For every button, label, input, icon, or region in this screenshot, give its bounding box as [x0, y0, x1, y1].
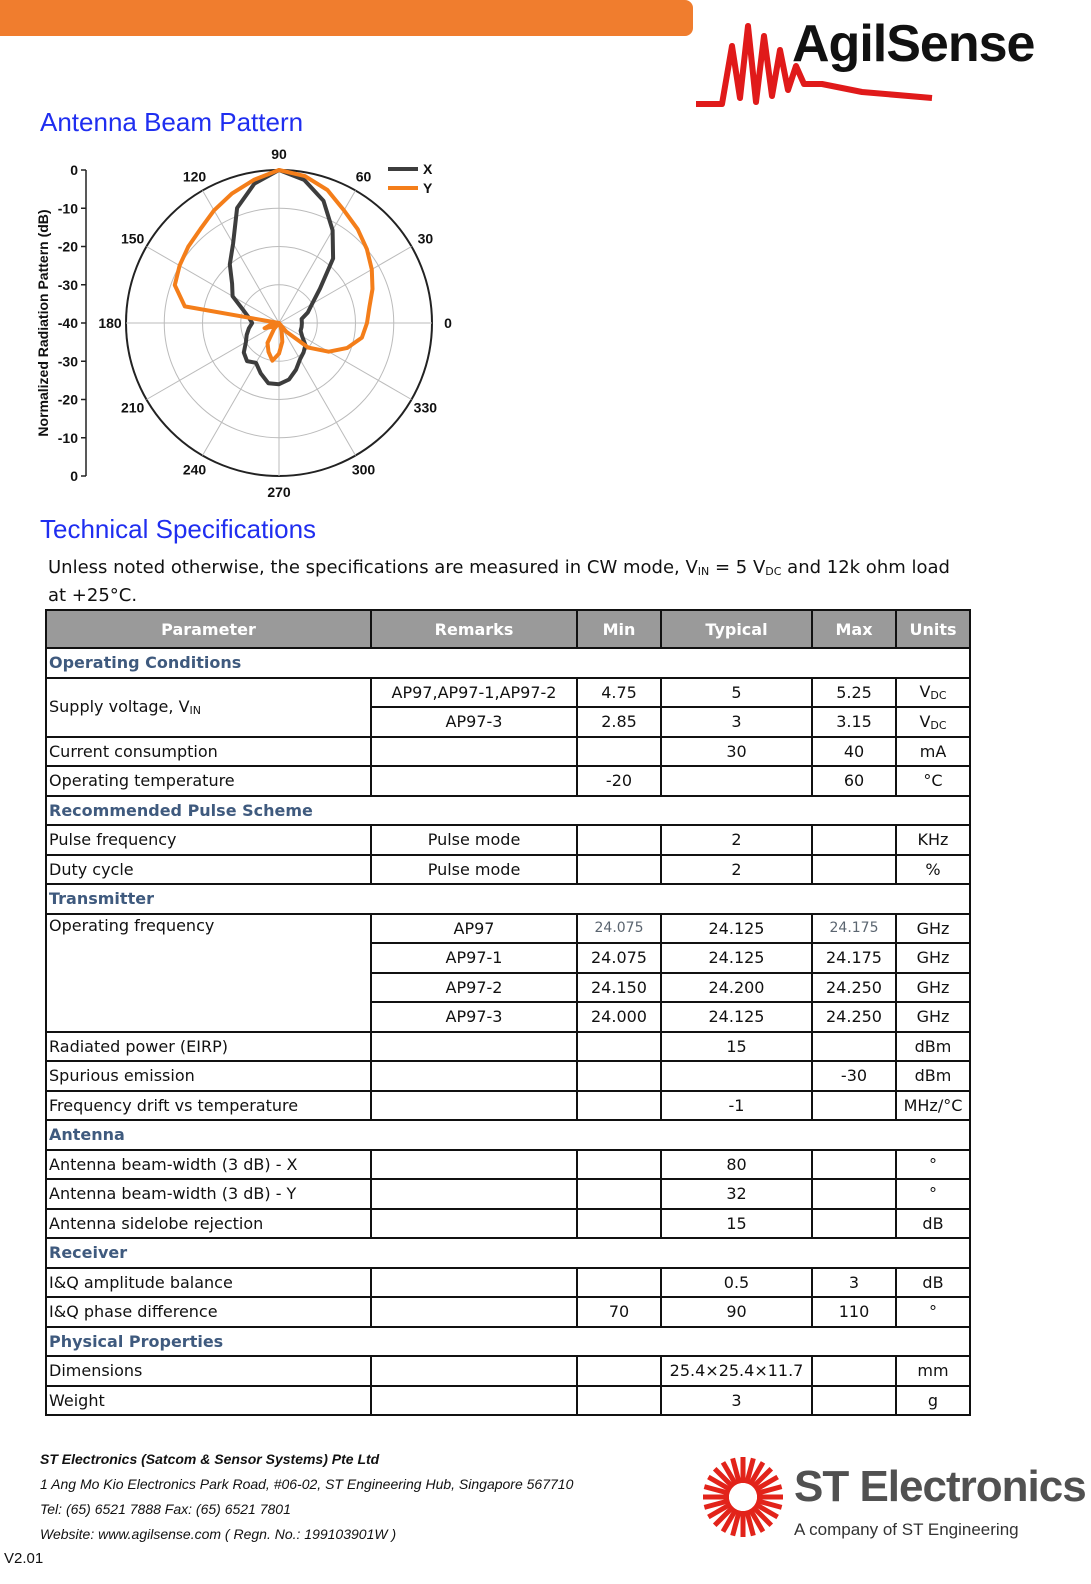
intro-text: = 5 V [709, 557, 766, 578]
tech-spec-title: Technical Specifications [40, 514, 317, 544]
radial-tick-label: -30 [57, 353, 78, 370]
table-row: Antenna beam-width (3 dB) - Y 32 ° [46, 1179, 970, 1209]
sunburst-icon [698, 1452, 788, 1542]
spec-table [45, 609, 971, 1416]
section-row: Receiver [46, 1238, 970, 1268]
spec-intro [48, 556, 968, 608]
grid-spoke [146, 323, 279, 400]
angle-tick-label: 30 [417, 230, 434, 247]
angle-tick-label: 90 [271, 146, 287, 162]
footer-address: 1 Ang Mo Kio Electronics Park Road, #06-02, ST Engineering Hub, Singapore 567710 [40, 1476, 574, 1492]
footer-website: Website: www.agilsense.com ( Regn. No.: 199103901W ) [40, 1526, 397, 1542]
agilsense-logo [692, 6, 1084, 116]
table-row: AP97-1 24.075 24.125 24.175 GHz [46, 943, 970, 973]
table-row: Spurious emission -30 dBm [46, 1061, 970, 1091]
header-units: Units [896, 610, 970, 648]
section-row: Physical Properties [46, 1327, 970, 1357]
ste-subtitle: A company of ST Engineering [794, 1520, 1019, 1539]
radial-tick-label: -30 [57, 276, 78, 293]
section-row: Antenna [46, 1120, 970, 1150]
footer-phone: Tel: (65) 6521 7888 Fax: (65) 6521 7801 [40, 1501, 291, 1517]
table-row: Supply voltage, $V_{IN}$ AP97,AP97-1,AP97-2 4.75 5 5.25 $V_{DC}$ [46, 678, 970, 708]
header-remarks: Remarks [371, 610, 577, 648]
section-row: Transmitter [46, 884, 970, 914]
footer-contact [40, 1447, 573, 1547]
table-row: Pulse frequency Pulse mode 2 KHz [46, 825, 970, 855]
radial-tick-label: -20 [57, 238, 78, 255]
radial-tick-label: -10 [57, 200, 78, 217]
table-row: Antenna beam-width (3 dB) - X 80 ° [46, 1150, 970, 1180]
series-y-line [175, 170, 373, 361]
table-row: Dimensions 25.4×25.4×11.7 mm [46, 1356, 970, 1386]
radial-tick-label: -20 [57, 391, 78, 408]
angle-tick-label: 270 [267, 484, 291, 500]
angle-tick-label: 120 [182, 168, 207, 185]
intro-sub: IN [697, 565, 710, 578]
radial-tick-label: -10 [57, 429, 78, 446]
section-row: Operating Conditions [46, 648, 970, 678]
table-header-row [46, 610, 970, 648]
y-axis-label: Normalized Radiation Pattern (dB) [35, 209, 51, 437]
table-row: Operating frequency AP97 24.075 24.125 24.175 GHz [46, 914, 970, 944]
logo-wordmark: AgilSense [792, 15, 1035, 73]
intro-text: and 12k ohm load at +25°C. [48, 557, 950, 606]
table-row: AP97-2 24.150 24.200 24.250 GHz [46, 973, 970, 1003]
angle-tick-label: 330 [413, 399, 438, 416]
table-row: Frequency drift vs temperature -1 MHz/°C [46, 1091, 970, 1121]
table-row: Current consumption 30 40 mA [46, 737, 970, 767]
footer-company: ST Electronics (Satcom & Sensor Systems) Pte Ltd [40, 1451, 380, 1467]
grid-spoke [279, 323, 356, 456]
angle-tick-label: 180 [98, 315, 122, 331]
grid-spoke [279, 247, 412, 324]
header-accent-bar [0, 0, 693, 36]
version-label: V2.01 [4, 1550, 44, 1567]
angle-tick-label: 210 [120, 399, 145, 416]
table-row: AP97-3 2.85 3 3.15 $V_{DC}$ [46, 707, 970, 737]
section-row: Recommended Pulse Scheme [46, 796, 970, 826]
table-row: Duty cycle Pulse mode 2 % [46, 855, 970, 885]
table-row: Radiated power (EIRP) 15 dBm [46, 1032, 970, 1062]
table-row: I&Q phase difference 70 90 110 ° [46, 1297, 970, 1327]
ste-name: ST Electronics [794, 1462, 1086, 1511]
angle-tick-label: 60 [355, 168, 372, 185]
radial-tick-label: -40 [57, 315, 78, 331]
angle-tick-label: 240 [182, 461, 207, 478]
intro-text: Unless noted otherwise, the specifications are measured in CW mode, V [48, 557, 698, 578]
legend-label: X [423, 161, 433, 177]
table-row: Operating temperature -20 60 °C [46, 766, 970, 796]
table-row: AP97-3 24.000 24.125 24.250 GHz [46, 1002, 970, 1032]
radial-tick-label: 0 [70, 468, 78, 484]
table-row: Antenna sidelobe rejection 15 dB [46, 1209, 970, 1239]
st-electronics-logo [698, 1452, 1088, 1552]
polar-beam-chart [30, 140, 500, 510]
beam-pattern-title: Antenna Beam Pattern [40, 107, 304, 137]
table-row: I&Q amplitude balance 0.5 3 dB [46, 1268, 970, 1298]
intro-sub: DC [765, 565, 782, 578]
header-parameter: Parameter [46, 610, 371, 648]
legend-label: Y [423, 180, 433, 196]
angle-tick-label: 0 [444, 315, 452, 331]
angle-tick-label: 300 [351, 461, 376, 478]
angle-tick-label: 150 [120, 230, 145, 247]
header-min: Min [577, 610, 661, 648]
radial-tick-label: 0 [70, 162, 78, 178]
header-typical: Typical [661, 610, 812, 648]
header-max: Max [812, 610, 896, 648]
table-row: Weight 3 g [46, 1386, 970, 1416]
